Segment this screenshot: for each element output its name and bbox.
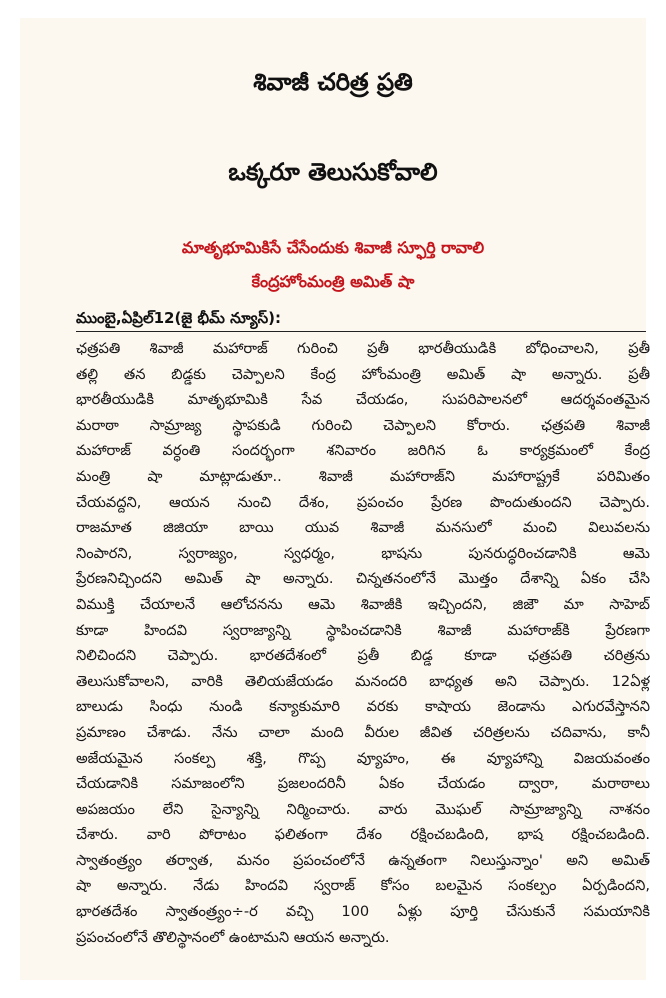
- article-body-line: చేయవద్దని, ఆయన నుంచి దేశం, ప్రపంచం ప్రేరణ పొందుతుందని చెప్పారు.: [76, 493, 650, 511]
- dateline-divider: [76, 331, 646, 332]
- article-body-line: తెలుసుకోవాలని, వారికి తెలియజేయడం మనందరి బాధ్యత అని చెప్పారు. 12ఏళ్ల: [76, 672, 650, 690]
- article-body-line: షా అన్నారు. నేడు హిందవి స్వరాజ్ కోసం బలమైన సంకల్పం ఏర్పడిందని,: [76, 877, 650, 895]
- article-body-line: ప్రపంచంలోనే తొలిస్థానంలో ఉంటామని ఆయన అన్నారు.: [76, 928, 390, 946]
- article-body-line: చేయడానికి సమాజంలోని ప్రజలందరినీ ఏకం చేయడం ద్వారా, మరాఠాలు: [76, 775, 650, 793]
- article-body-line: తల్లి తన బిడ్డకు చెప్పాలని కేంద్ర హోంమంత్రి అమిత్ షా అన్నారు. ప్రతీ: [76, 365, 650, 383]
- article-body-line: నిలిచిందని చెప్పారు. భారతదేశంలో ప్రతీ బిడ్డ కూడా ఛత్రపతి చరిత్రను: [76, 647, 650, 665]
- news-clipping: [20, 18, 650, 980]
- article-body-line: అజేయమైన సంకల్ప శక్తి, గొప్ప వ్యూహం, ఈ వ్యూహాన్ని విజయవంతం: [76, 749, 650, 767]
- article-body-line: అపజయం లేని సైన్యాన్ని నిర్మించారు. వారు మొఘల్ సామ్రాజ్యాన్ని నాశనం: [76, 800, 650, 818]
- article-body-line: భారతీయుడికి మాతృభూమికి సేవ చేయడం, సుపరిపాలనలో ఆదర్శవంతమైన: [76, 391, 650, 409]
- article-body-line: మంత్రి షా మాట్లాడుతూ.. శివాజీ మహారాజ్‌ని మహారాష్ట్రకే పరిమితం: [76, 467, 650, 485]
- article-body-line: ప్రమాణం చేశాడు. నేను చాలా మంది వీరుల జీవిత చరిత్రలను చదివాను, కానీ: [76, 723, 650, 741]
- article-body-line: రాజమాత జిజియా బాయి యువ శివాజీ మనసులో మంచి విలువలను: [76, 519, 650, 537]
- article-body-line: విముక్తి చేయాలనే ఆలోచనను ఆమె శివాజీకి ఇచ్చిందని, జిజౌ మా సాహెబ్: [76, 595, 650, 613]
- article-body-line: బాలుడు సింధు నుండి కన్యాకుమారి వరకు కాషాయ జెండాను ఎగురవేస్తానని: [76, 698, 650, 716]
- article-body-line: కూడా హిందవి స్వరాజ్యాన్ని స్థాపించడానికి శివాజీ మహారాజ్‌కి ప్రేరణగా: [76, 621, 650, 639]
- subheadline-line-1: మాతృభూమికిసే చేసేందుకు శివాజీ స్ఫూర్తి రావాలి: [181, 238, 485, 257]
- article-body-line: స్వాతంత్ర్యం తర్వాత, మనం ప్రపంచంలోనే ఉన్నతంగా నిలుస్తున్నాం' అని అమిత్: [76, 851, 650, 869]
- headline-line-1: శివాజీ చరిత్ర ప్రతి: [253, 68, 413, 96]
- article-body-line: మహారాజ్ వర్ధంతి సందర్భంగా శనివారం జరిగిన ఓ కార్యక్రమంలో కేంద్ర: [76, 442, 650, 460]
- subheadline-line-2: కేంద్రహోంమంత్రి అమిత్ షా: [251, 272, 415, 291]
- article-body-line: చేశారు. వారి పోరాటం ఫలితంగా దేశం రక్షించబడింది, భాష రక్షించబడింది.: [76, 826, 650, 844]
- headline-line-2: ఒక్కరూ తెలుసుకోవాలి: [228, 158, 438, 186]
- article-body-line: నింపారని, స్వరాజ్యం, స్వధర్మం, భాషను పునరుద్ధరించడానికి ఆమె: [76, 544, 650, 562]
- article-body: [76, 336, 650, 950]
- article-body-line: ఛత్రపతి శివాజీ మహారాజ్ గురించి ప్రతీ భారతీయుడికి బోధించాలని, ప్రతీ: [76, 340, 650, 357]
- article-body-line: మరాఠా సామ్రాజ్య స్థాపకుడి గురించి చెప్పాలని కోరారు. ఛత్రపతి శివాజీ: [76, 416, 650, 434]
- article-body-line: భారతదేశం స్వాతంత్ర్యం÷-ర వచ్చి 100 ఏళ్లు పూర్తి చేసుకునే సమయానికి: [76, 903, 650, 921]
- article-body-line: ప్రేరణనిచ్చిందని అమిత్ షా అన్నారు. చిన్నతనంలోనే మొత్తం దేశాన్ని ఏకం చేసి: [76, 570, 650, 588]
- dateline: ముంబై,ఏప్రిల్12(జై భీమ్ న్యూస్):: [76, 309, 281, 327]
